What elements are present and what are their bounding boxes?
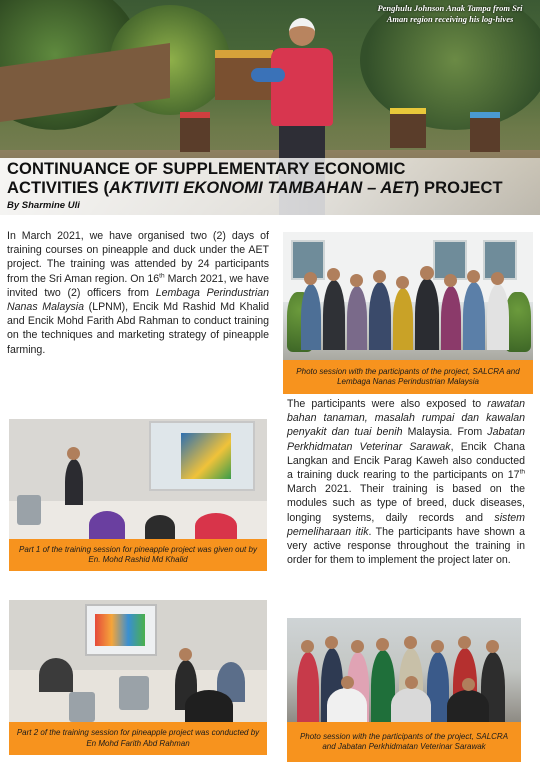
paragraph-1: [7, 229, 269, 357]
title-line-2-italic: AKTIVITI EKONOMI TAMBAHAN – AET: [109, 179, 414, 197]
hero-photo-caption: Penghulu Johnson Anak Tampa from Sri Aman region receiving his log-hives: [377, 3, 523, 24]
participant: [195, 513, 237, 539]
text-run: March 2021. Their training is based on the modules such as type of breed, duck diseases, longing systems, daily records and: [287, 483, 525, 524]
head: [350, 274, 363, 287]
text-run: . The participants have shown a very active response throughout the training in order for them to implement the project later on.: [287, 525, 525, 567]
head: [405, 676, 418, 689]
person: [297, 652, 319, 722]
person: [415, 278, 439, 350]
paragraph-2: [287, 397, 525, 567]
head: [325, 636, 338, 649]
head: [376, 638, 389, 651]
slide-image: [95, 614, 145, 646]
text-run: (LPNM), Encik Md Rashid Md Khalid and Encik Mohd Farith Abd Rahman to conduct training on the techniques and marketing strategy of pineapple farming.: [7, 301, 270, 356]
head: [301, 640, 314, 653]
photo-group-indoor: [287, 618, 521, 722]
participant: [89, 511, 125, 539]
log-hive: [180, 112, 210, 152]
person: [323, 280, 345, 350]
head: [444, 274, 457, 287]
head: [351, 640, 364, 653]
log-hive: [390, 108, 426, 148]
text-run: Malaysia. From: [402, 426, 488, 439]
caption-photo-4: Photo session with the participants of the project, SALCRA and Jabatan Perkhidmatan Veterinar Sarawak: [287, 722, 521, 762]
head: [179, 648, 192, 661]
person-arm: [251, 68, 285, 82]
title-line-2-end: ) PROJECT: [413, 179, 503, 197]
photo-group-outdoor: [283, 232, 533, 360]
caption-photo-1: Photo session with the participants of the project, SALCRA and Lembaga Nanas Perindustrian Malaysia: [283, 360, 533, 394]
text-run: March 2021, we have invited two (2) officers from: [7, 272, 269, 299]
head: [327, 268, 340, 281]
title-line-2-start: ACTIVITIES (: [7, 179, 110, 197]
head: [431, 640, 444, 653]
text-run: The participants were also exposed to: [287, 398, 488, 410]
head: [467, 270, 480, 283]
superscript: th: [519, 468, 525, 476]
participant: [145, 515, 175, 539]
head: [404, 636, 417, 649]
italic-run: sistem pemeliharaan itik: [287, 511, 525, 538]
participant: [39, 658, 73, 692]
text-run: , Encik Chana Langkan and Encik Parag Kaweh also conducted a training duck rearing to the participants on 17: [287, 440, 526, 482]
photo-training-session-2: [9, 600, 267, 722]
presenter: [65, 459, 83, 505]
head: [462, 678, 475, 691]
person: [393, 288, 413, 350]
italic-run: rawatan bahan tanaman, masalah rumpai dan kawalan penyakit dan tuai benih: [287, 398, 525, 439]
person-head: [289, 18, 315, 46]
person: [301, 284, 321, 350]
chair: [119, 676, 149, 710]
head: [341, 676, 354, 689]
group-people: [299, 262, 519, 352]
head: [373, 270, 386, 283]
head: [486, 640, 499, 653]
person-shirt: [271, 48, 333, 126]
chair: [17, 495, 41, 525]
projector-screen: [149, 421, 255, 491]
person: [369, 282, 391, 350]
participant: [185, 690, 233, 722]
person: [347, 286, 367, 350]
head: [458, 636, 471, 649]
seated-person: [327, 688, 367, 722]
person: [441, 286, 461, 350]
photo-training-session-1: [9, 419, 267, 539]
projector-screen: [85, 604, 157, 656]
byline: By Sharmine Uli: [7, 200, 80, 211]
head: [396, 276, 409, 289]
seated-person: [447, 690, 489, 722]
superscript: th: [159, 272, 165, 280]
person: [463, 282, 485, 350]
caption-photo-3: Part 2 of the training session for pineapple project was conducted by En Mohd Farith Abd Rahman: [9, 722, 267, 755]
head: [304, 272, 317, 285]
italic-run: Jabatan Perkhidmatan Veterinar Sarawak: [287, 426, 525, 453]
slide-image: [181, 433, 231, 479]
log-hive: [470, 112, 500, 152]
chair: [69, 692, 95, 722]
article-title: [7, 160, 537, 198]
text-run: In March 2021, we have organised two (2) days of training courses on pineapple and duck under the AET project. The training was attended by 24 participants from the Sri Aman region. On 16: [7, 230, 269, 285]
title-line-1: CONTINUANCE OF SUPPLEMENTARY ECONOMIC: [7, 160, 406, 178]
caption-photo-2: Part 1 of the training session for pineapple project was given out by En. Mohd Rashid Md Khalid: [9, 539, 267, 571]
head: [67, 447, 80, 460]
seated-person: [391, 688, 431, 722]
italic-run: Lembaga Perindustrian Nanas Malaysia: [7, 286, 269, 314]
person: [487, 284, 509, 350]
head: [420, 266, 434, 280]
head: [491, 272, 504, 285]
